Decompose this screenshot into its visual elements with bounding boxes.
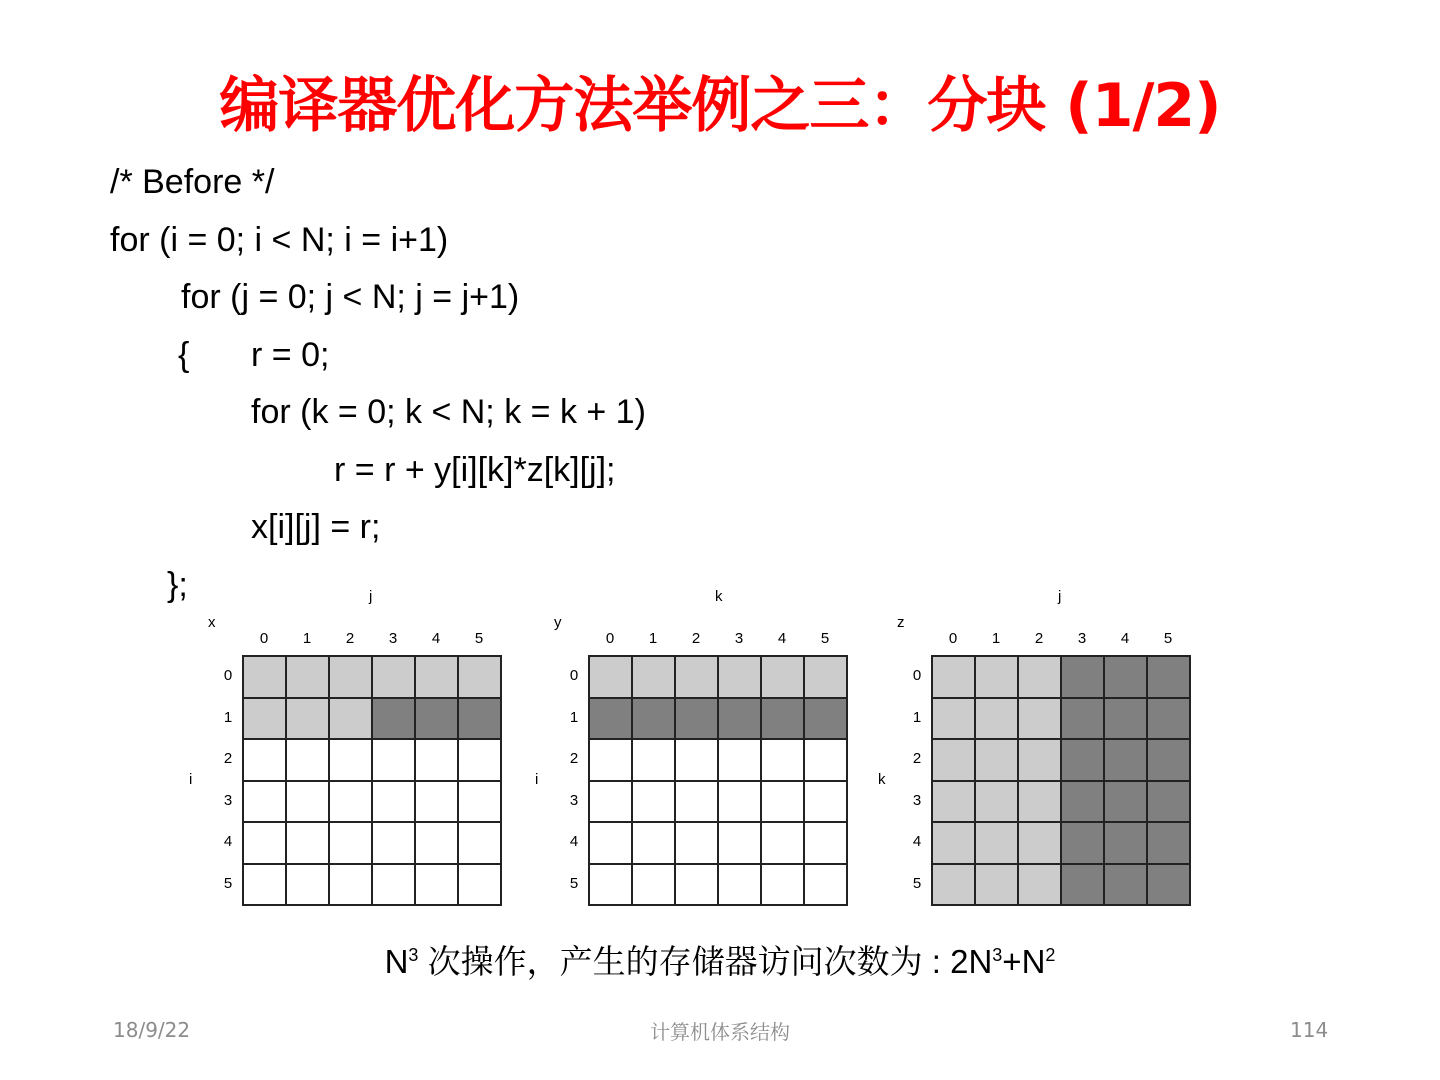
matrix-cell (373, 823, 416, 865)
matrix-cell (416, 699, 459, 741)
matrix-cell (1105, 699, 1148, 741)
matrix-cell (416, 657, 459, 699)
row-index-label: 2 (223, 750, 233, 767)
matrix-cell (805, 865, 848, 907)
matrix-cell (1148, 740, 1191, 782)
matrix-cell (1148, 865, 1191, 907)
footer-date: 18/9/22 (113, 1018, 191, 1042)
column-index-label: 3 (388, 630, 398, 647)
column-variable-label: j (1058, 588, 1062, 605)
matrix-cell (1105, 740, 1148, 782)
matrix-cell (762, 782, 805, 824)
matrix-cell (1019, 823, 1062, 865)
caption (0, 936, 1440, 983)
caption-part-1: N (384, 943, 409, 980)
matrix-cell (416, 740, 459, 782)
matrix-cell (676, 740, 719, 782)
matrix-cell (762, 699, 805, 741)
column-variable-label: k (715, 588, 723, 605)
row-index-label: 3 (223, 791, 233, 809)
column-index-label: 2 (345, 630, 355, 647)
column-index-label: 5 (1163, 630, 1173, 647)
matrix-cell (373, 699, 416, 741)
matrix-cell (287, 740, 330, 782)
matrix-cell (1019, 699, 1062, 741)
matrix-cell (1062, 823, 1105, 865)
matrix-cell (590, 740, 633, 782)
matrix-cell (590, 823, 633, 865)
code-line-8: x[i][j] = r; (251, 508, 381, 546)
matrix-name-label: y (554, 614, 562, 631)
matrix-cell (676, 699, 719, 741)
matrix-name-label: z (897, 614, 905, 631)
matrix-cell (287, 657, 330, 699)
matrix-cell (244, 865, 287, 907)
matrix-cell (805, 740, 848, 782)
matrix-cell (805, 782, 848, 824)
matrix-cell (244, 823, 287, 865)
code-line-1: /* Before */ (110, 163, 275, 201)
code-line-4: { (178, 336, 190, 374)
column-index-label: 3 (1077, 630, 1087, 647)
matrix-cell (287, 823, 330, 865)
row-index-label: 5 (569, 874, 579, 892)
matrix-cell (719, 740, 762, 782)
matrix-cell (330, 657, 373, 699)
matrix-cell (1062, 865, 1105, 907)
matrix-cell (330, 865, 373, 907)
column-index-label: 5 (820, 630, 830, 647)
matrix-cell (976, 865, 1019, 907)
caption-sup-2: 3 (992, 945, 1003, 965)
matrix-grid (242, 655, 502, 906)
matrix-grid (588, 655, 848, 906)
code-line-3: for (j = 0; j < N; j = j+1) (181, 278, 520, 316)
row-index-label: 5 (223, 874, 233, 892)
matrix-cell (459, 699, 502, 741)
matrix-cell (459, 657, 502, 699)
matrix-cell (287, 699, 330, 741)
caption-part-2: 次操作，产生的存储器访问次数为 : 2N (418, 943, 993, 980)
matrix-cell (416, 865, 459, 907)
matrix-cell (633, 823, 676, 865)
caption-sup-3: 2 (1045, 945, 1056, 965)
matrix-cell (676, 865, 719, 907)
column-variable-label: j (369, 588, 373, 605)
matrix-cell (762, 740, 805, 782)
matrix-cell (719, 657, 762, 699)
matrix-cell (633, 782, 676, 824)
matrix-cell (590, 657, 633, 699)
matrix-cell (590, 699, 633, 741)
matrix-cell (933, 699, 976, 741)
code-line-2: for (i = 0; i < N; i = i+1) (110, 221, 449, 259)
matrix-cell (1019, 782, 1062, 824)
matrix-cell (330, 782, 373, 824)
matrix-cell (373, 865, 416, 907)
matrix-cell (676, 657, 719, 699)
matrix-cell (244, 657, 287, 699)
row-index-label: 1 (223, 708, 233, 726)
column-index-label: 1 (302, 630, 312, 647)
column-index-label: 2 (1034, 630, 1044, 647)
matrix-cell (1148, 657, 1191, 699)
row-index-label: 4 (223, 833, 233, 850)
footer-page-number: 114 (1290, 1018, 1329, 1042)
matrix-cell (933, 782, 976, 824)
matrix-cell (373, 740, 416, 782)
matrix-cell (676, 823, 719, 865)
row-index-label: 4 (912, 833, 922, 850)
matrix-cell (676, 782, 719, 824)
slide-title: 编译器优化方法举例之三：分块 (1/2) (219, 71, 1221, 141)
row-index-label: 2 (569, 750, 579, 767)
row-index-label: 5 (912, 874, 922, 892)
matrix-cell (633, 699, 676, 741)
matrix-cell (1019, 740, 1062, 782)
matrix-cell (633, 865, 676, 907)
matrix-cell (1105, 782, 1148, 824)
matrix-cell (1148, 823, 1191, 865)
row-index-label: 3 (569, 791, 579, 809)
row-index-label: 1 (912, 708, 922, 726)
matrix-cell (459, 782, 502, 824)
matrix-cell (1148, 782, 1191, 824)
matrix-cell (244, 740, 287, 782)
matrix-cell (933, 740, 976, 782)
column-index-label: 3 (734, 630, 744, 647)
matrix-cell (719, 782, 762, 824)
matrix-cell (330, 699, 373, 741)
matrix-cell (719, 823, 762, 865)
matrix-cell (1062, 699, 1105, 741)
row-index-label: 3 (912, 791, 922, 809)
matrix-cell (976, 699, 1019, 741)
row-index-label: 1 (569, 708, 579, 726)
matrix-cell (933, 823, 976, 865)
matrix-cell (976, 740, 1019, 782)
column-index-label: 1 (991, 630, 1001, 647)
row-variable-label: i (535, 771, 539, 788)
matrix-cell (459, 740, 502, 782)
row-variable-label: k (878, 771, 886, 788)
caption-part-3: +N (1002, 943, 1046, 980)
matrix-cell (287, 865, 330, 907)
matrix-cell (1105, 865, 1148, 907)
matrix-name-label: x (208, 614, 216, 631)
matrix-cell (330, 740, 373, 782)
matrix-cell (373, 657, 416, 699)
matrix-cell (416, 782, 459, 824)
matrix-cell (976, 657, 1019, 699)
footer-course: 计算机体系结构 (650, 1020, 790, 1044)
matrix-cell (805, 657, 848, 699)
matrix-cell (1019, 657, 1062, 699)
matrix-cell (590, 865, 633, 907)
matrix-cell (762, 657, 805, 699)
matrix-cell (459, 823, 502, 865)
matrix-cell (976, 823, 1019, 865)
matrix-cell (1062, 740, 1105, 782)
row-index-label: 4 (569, 833, 579, 850)
matrix-cell (762, 865, 805, 907)
matrix-cell (719, 699, 762, 741)
column-index-label: 0 (259, 630, 269, 647)
column-index-label: 4 (431, 630, 441, 647)
matrix-cell (805, 699, 848, 741)
column-index-label: 0 (605, 630, 615, 647)
matrix-cell (719, 865, 762, 907)
matrix-cell (1062, 782, 1105, 824)
matrix-cell (633, 740, 676, 782)
matrix-grid (931, 655, 1191, 906)
code-line-5: r = 0; (251, 336, 330, 374)
row-index-label: 0 (569, 667, 579, 684)
column-index-label: 2 (691, 630, 701, 647)
code-line-9: }; (167, 566, 188, 604)
matrix-cell (933, 657, 976, 699)
matrix-cell (244, 782, 287, 824)
matrix-cell (762, 823, 805, 865)
matrix-cell (330, 823, 373, 865)
matrix-cell (1148, 699, 1191, 741)
column-index-label: 0 (948, 630, 958, 647)
row-index-label: 0 (912, 667, 922, 684)
column-index-label: 1 (648, 630, 658, 647)
matrix-cell (1062, 657, 1105, 699)
matrix-cell (590, 782, 633, 824)
matrix-cell (633, 657, 676, 699)
code-line-7: r = r + y[i][k]*z[k][j]; (334, 451, 616, 489)
row-variable-label: i (189, 771, 193, 788)
column-index-label: 4 (1120, 630, 1130, 647)
matrix-cell (373, 782, 416, 824)
matrix-cell (287, 782, 330, 824)
matrix-cell (244, 699, 287, 741)
matrix-cell (1019, 865, 1062, 907)
matrix-cell (459, 865, 502, 907)
caption-sup-1: 3 (408, 945, 419, 965)
row-index-label: 2 (912, 750, 922, 767)
matrix-cell (805, 823, 848, 865)
matrix-cell (416, 823, 459, 865)
row-index-label: 0 (223, 667, 233, 684)
matrix-cell (933, 865, 976, 907)
matrix-cell (1105, 823, 1148, 865)
column-index-label: 5 (474, 630, 484, 647)
code-line-6: for (k = 0; k < N; k = k + 1) (251, 393, 646, 431)
matrix-cell (1105, 657, 1148, 699)
matrix-cell (976, 782, 1019, 824)
column-index-label: 4 (777, 630, 787, 647)
